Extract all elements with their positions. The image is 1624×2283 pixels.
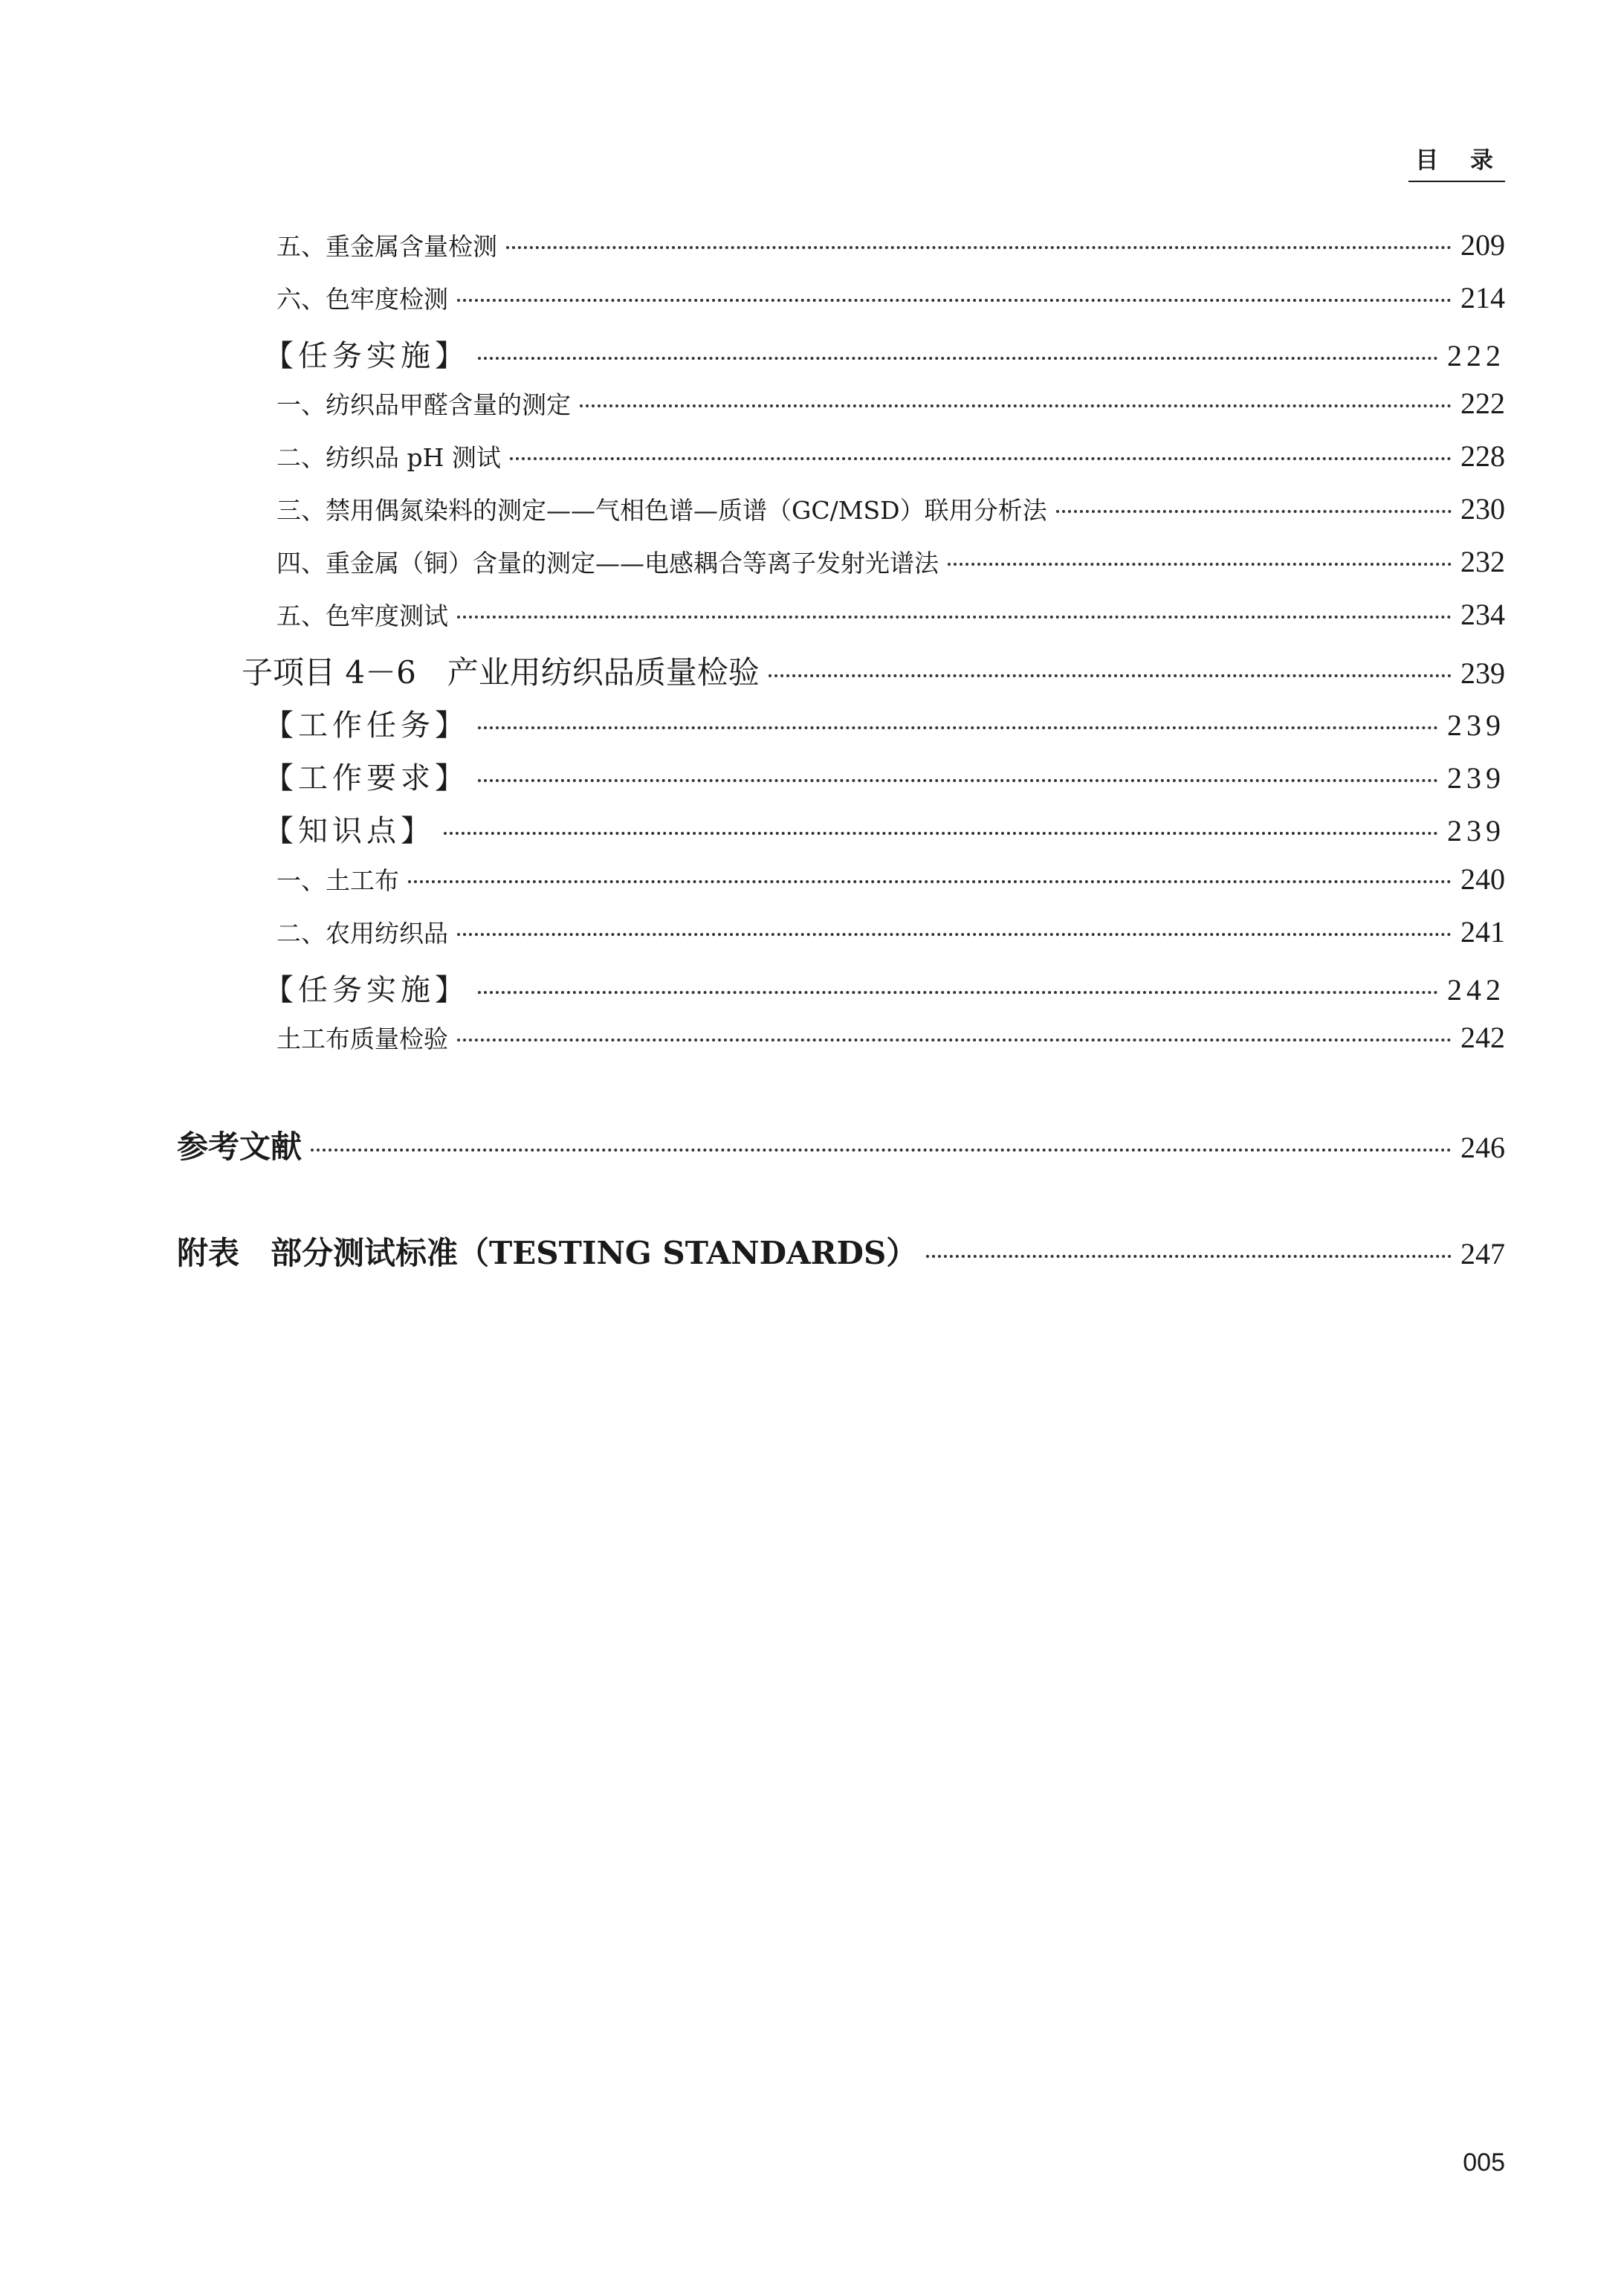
toc-entry-label: 五、色牢度测试 xyxy=(276,601,448,630)
toc-entry-label: 四、重金属（铜）含量的测定——电感耦合等离子发射光谱法 xyxy=(276,549,939,578)
toc-entry-page: 209 xyxy=(1460,228,1505,262)
toc-entry[interactable] xyxy=(276,1020,1505,1055)
page-number: 005 xyxy=(1463,2148,1505,2177)
toc-entry-label: 附表 部分测试标准（TESTING STANDARDS） xyxy=(177,1235,918,1271)
toc-dot-leader xyxy=(457,616,1452,619)
toc-entry-page: 232 xyxy=(1460,545,1505,578)
toc-entry[interactable] xyxy=(276,544,1505,579)
toc-entry-page: 239 xyxy=(1447,814,1505,847)
toc-entry-page: 222 xyxy=(1460,387,1505,420)
toc-dot-leader xyxy=(478,779,1438,782)
page-header-title: 目 录 xyxy=(1408,141,1505,182)
toc-entry-label: 一、土工布 xyxy=(276,866,399,895)
toc-entry[interactable] xyxy=(264,702,1505,744)
toc-entry[interactable] xyxy=(276,386,1505,421)
toc-entry-page: 246 xyxy=(1460,1131,1505,1164)
toc-entry[interactable] xyxy=(276,227,1505,262)
toc-entry-label: 【任务实施】 xyxy=(264,973,469,1007)
toc-entry-label: 五、重金属含量检测 xyxy=(276,232,497,261)
toc-dot-leader xyxy=(580,404,1452,407)
toc-dot-leader xyxy=(478,991,1438,994)
toc-entry[interactable] xyxy=(276,439,1505,474)
toc-dot-leader xyxy=(506,246,1452,249)
toc-dot-leader xyxy=(1056,510,1452,513)
toc-entry-page: 228 xyxy=(1460,439,1505,473)
toc-entry-page: 214 xyxy=(1460,281,1505,314)
toc-entry-page: 239 xyxy=(1447,761,1505,795)
toc-entry-label: 【工作要求】 xyxy=(264,761,469,795)
toc-entry[interactable] xyxy=(276,862,1505,897)
toc-entry[interactable] xyxy=(276,280,1505,315)
toc-dot-leader xyxy=(769,674,1452,677)
toc-dot-leader xyxy=(478,357,1438,360)
toc-entry-label: 子项目 4－6 产业用纺织品质量检验 xyxy=(242,654,760,691)
toc-dot-leader xyxy=(457,933,1452,936)
toc-entry[interactable] xyxy=(276,914,1505,949)
toc-entry[interactable] xyxy=(242,648,1505,693)
toc-entry[interactable] xyxy=(276,491,1505,526)
toc-entry-page: 222 xyxy=(1447,339,1505,372)
toc-entry-page: 242 xyxy=(1447,973,1505,1007)
toc-entry[interactable] xyxy=(177,1229,1505,1273)
toc-dot-leader xyxy=(408,880,1452,883)
toc-dot-leader xyxy=(444,832,1438,835)
toc-entry-page: 239 xyxy=(1460,656,1505,690)
toc-entry[interactable] xyxy=(264,332,1505,375)
toc-entry-label: 【任务实施】 xyxy=(264,339,469,373)
toc-entry-page: 242 xyxy=(1460,1021,1505,1054)
toc-entry-page: 240 xyxy=(1460,862,1505,896)
toc-entry-page: 241 xyxy=(1460,915,1505,949)
toc-dot-leader xyxy=(478,726,1438,729)
toc-dot-leader xyxy=(311,1149,1452,1152)
toc-entry-page: 230 xyxy=(1460,492,1505,526)
toc-entry-label: 二、纺织品 pH 测试 xyxy=(276,443,501,472)
toc-entry-label: 参考文献 xyxy=(177,1128,303,1165)
toc-dot-leader xyxy=(457,1039,1452,1042)
toc-entry-label: 三、禁用偶氮染料的测定——气相色谱—质谱（GC/MSD）联用分析法 xyxy=(276,496,1047,525)
toc-entry-page: 234 xyxy=(1460,598,1505,631)
toc-entry[interactable] xyxy=(264,807,1505,850)
toc-entry-page: 247 xyxy=(1460,1237,1505,1270)
toc-entry-page: 239 xyxy=(1447,708,1505,742)
toc-dot-leader xyxy=(948,563,1452,566)
toc-entry[interactable] xyxy=(276,597,1505,632)
toc-entry-label: 【工作任务】 xyxy=(264,708,469,743)
toc-entry-label: 六、色牢度检测 xyxy=(276,285,448,314)
toc-entry-label: 一、纺织品甲醛含量的测定 xyxy=(276,390,571,419)
toc-dot-leader xyxy=(457,299,1452,302)
toc-dot-leader xyxy=(510,457,1452,460)
toc-entry-label: 【知识点】 xyxy=(264,814,435,848)
toc-entry-label: 二、农用纺织品 xyxy=(276,919,448,948)
toc-entry-label: 土工布质量检验 xyxy=(276,1024,448,1053)
toc-entry[interactable] xyxy=(177,1123,1505,1167)
toc-entry[interactable] xyxy=(264,755,1505,797)
toc-entry[interactable] xyxy=(264,966,1505,1009)
toc-dot-leader xyxy=(926,1255,1452,1258)
